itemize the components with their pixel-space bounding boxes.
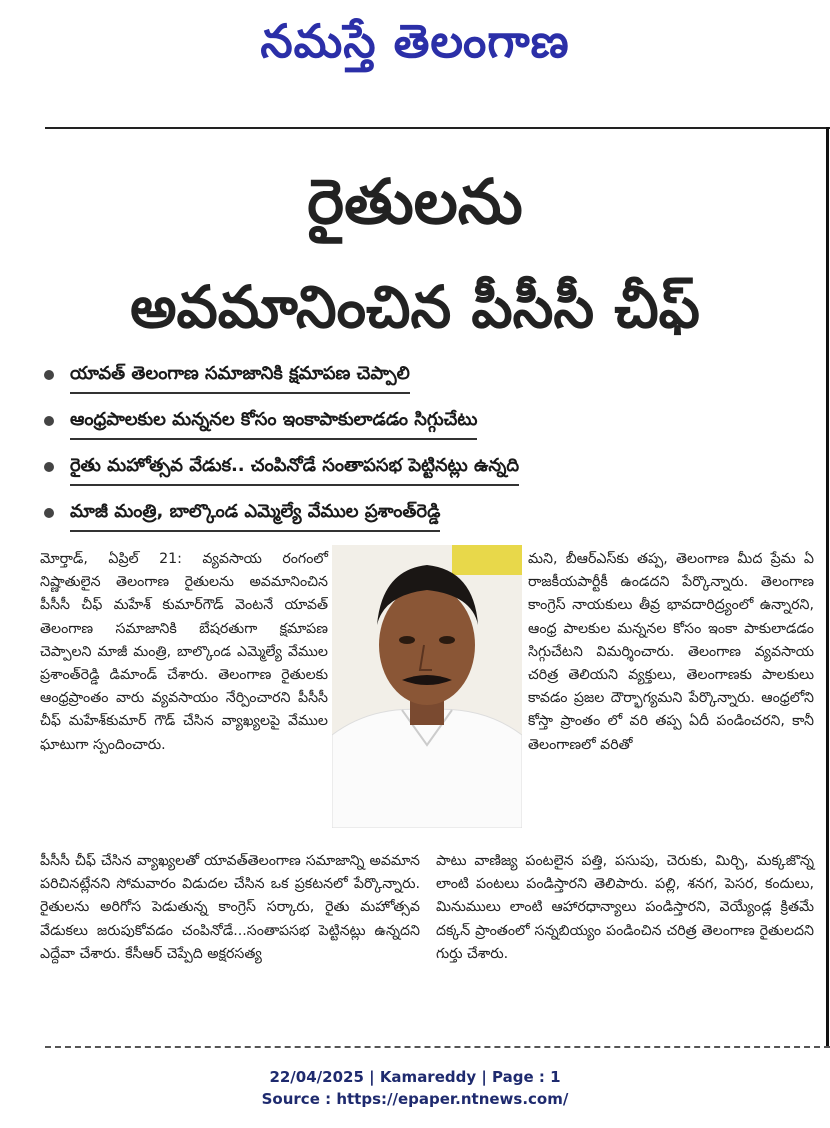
politician-photo xyxy=(332,545,522,828)
article-column-1-bottom xyxy=(40,850,420,966)
deck-bullet-text: యావత్ తెలంగాణ సమాజానికి క్షమాపణ చెప్పాలి xyxy=(70,360,410,394)
bottom-divider xyxy=(45,1046,830,1048)
deck-bullet-text: రైతు మహోత్సవ వేడుక.. చంపినోడే సంతాపసభ పెట్టినట్లు ఉన్నది xyxy=(70,452,519,486)
masthead-logo: నమస్తే తెలంగాణ xyxy=(260,14,570,68)
article-column-3-bottom xyxy=(436,850,814,966)
top-divider xyxy=(45,127,830,129)
article-column-1-top xyxy=(40,548,328,757)
article-paragraph: పాటు వాణిజ్య పంటలైన పత్తి, పసుపు, చెరుకు, మిర్చి, మక్కజొన్న లాంటి పంటలు పండిస్తారని తెలిపారు. పల్లి, శనగ, పెసర, కందులు, మినుములు లాంటి ఆహారధాన్యాలు పండిస్తారని, వెయ్యేండ్ల క్రితమే దక్కన్ ప్రాంతంలో సన్నబియ్యం పండించిన చరిత్ర తెలంగాణ రైతులదని గుర్తు చేశారు. xyxy=(436,853,814,962)
bullet-dot-icon xyxy=(44,462,54,472)
headline-line-1: రైతులను xyxy=(307,165,523,238)
deck-bullet xyxy=(40,402,800,448)
deck-bullet xyxy=(40,356,800,402)
portrait-image xyxy=(332,545,522,828)
deck-bullet-text: మాజీ మంత్రి, బాల్కొండ ఎమ్మెల్యే వేముల ప్రశాంత్‌రెడ్డి xyxy=(70,498,440,532)
footer-date-edition: 22/04/2025 | Kamareddy | Page : 1 xyxy=(269,1068,561,1086)
article-paragraph: మని, బీఆర్ఎస్‌కు తప్ప, తెలంగాణ మీద ప్రేమ ఏ రాజకీయపార్టీకీ ఉండదని పేర్కొన్నారు. తెలంగాణ కాంగ్రెస్ నాయకులు తీవ్ర భావదారిద్ర్యంలో ఉన్నారని, ఆంధ్ర పాలకుల మన్ననల కోసం ఇంకా పాకులాడడం సిగ్గుచేటని విమర్శించారు. తెలంగాణ వ్యవసాయ చరిత్ర తెలియని వ్యక్తులు, తెలంగాణకు పాలకులు కావడం ప్రజల దౌర్భాగ్యమని పేర్కొన్నారు. ఆంధ్రలోని కోస్తా ప్రాంతం లో వరి తప్ప ఏదీ పండించరని, కానీ తెలంగాణలో వరితో xyxy=(528,551,814,753)
headline-line-2: అవమానించిన పీసీసీ చీఫ్ xyxy=(130,273,700,341)
deck-bullet-text: ఆంధ్రపాలకుల మన్ననల కోసం ఇంకాపాకులాడడం సిగ్గుచేటు xyxy=(70,406,477,440)
bullet-dot-icon xyxy=(44,508,54,518)
bullet-dot-icon xyxy=(44,370,54,380)
article-column-3-top xyxy=(528,548,814,757)
footer-source: Source : https://epaper.ntnews.com/ xyxy=(261,1090,569,1108)
bullet-dot-icon xyxy=(44,416,54,426)
article-paragraph: మోర్తాడ్, ఏప్రిల్ 21: వ్యవసాయ రంగంలో నిష్ణాతులైన తెలంగాణ రైతులను అవమానించిన పీసీసీ చీఫ్ మహేశ్ కుమార్‌గౌడ్ వెంటనే యావత్ తెలంగాణ సమాజానికి బేషరతుగా క్షమాపణ చెప్పాలని మాజీ మంత్రి, బాల్కొండ ఎమ్మెల్యే వేముల ప్రశాంత్‌రెడ్డి డిమాండ్ చేశారు. తెలంగాణ రైతులకు ఆంధ్రప్రాంతం వారు వ్యవసాయం నేర్పించారని పీసీసీ చీఫ్ మహేశ్‌కుమార్ గౌడ్ చేసిన వ్యాఖ్యలపై వేముల ఘాటుగా స్పందించారు. xyxy=(40,551,328,753)
deck-bullet-list xyxy=(40,356,800,540)
deck-bullet xyxy=(40,494,800,540)
deck-bullet xyxy=(40,448,800,494)
article-paragraph: పీసీసీ చీఫ్ చేసిన వ్యాఖ్యలతో యావత్‌తెలంగాణ సమాజాన్ని అవమాన పరిచినట్లేనని సోమవారం విడుదల చేసిన ఒక ప్రకటనలో పేర్కొన్నారు. రైతులను అరిగోస పెడుతున్న కాంగ్రెస్ సర్కారు, రైతు మహోత్సవ వేడుకలు జరుపుకోవడం చంపినోడే...సంతాపసభ పెట్టినట్లు ఉన్నదని ఎద్దేవా చేశారు. కేసీఆర్ చెప్పేది అక్షరసత్య xyxy=(40,853,420,962)
